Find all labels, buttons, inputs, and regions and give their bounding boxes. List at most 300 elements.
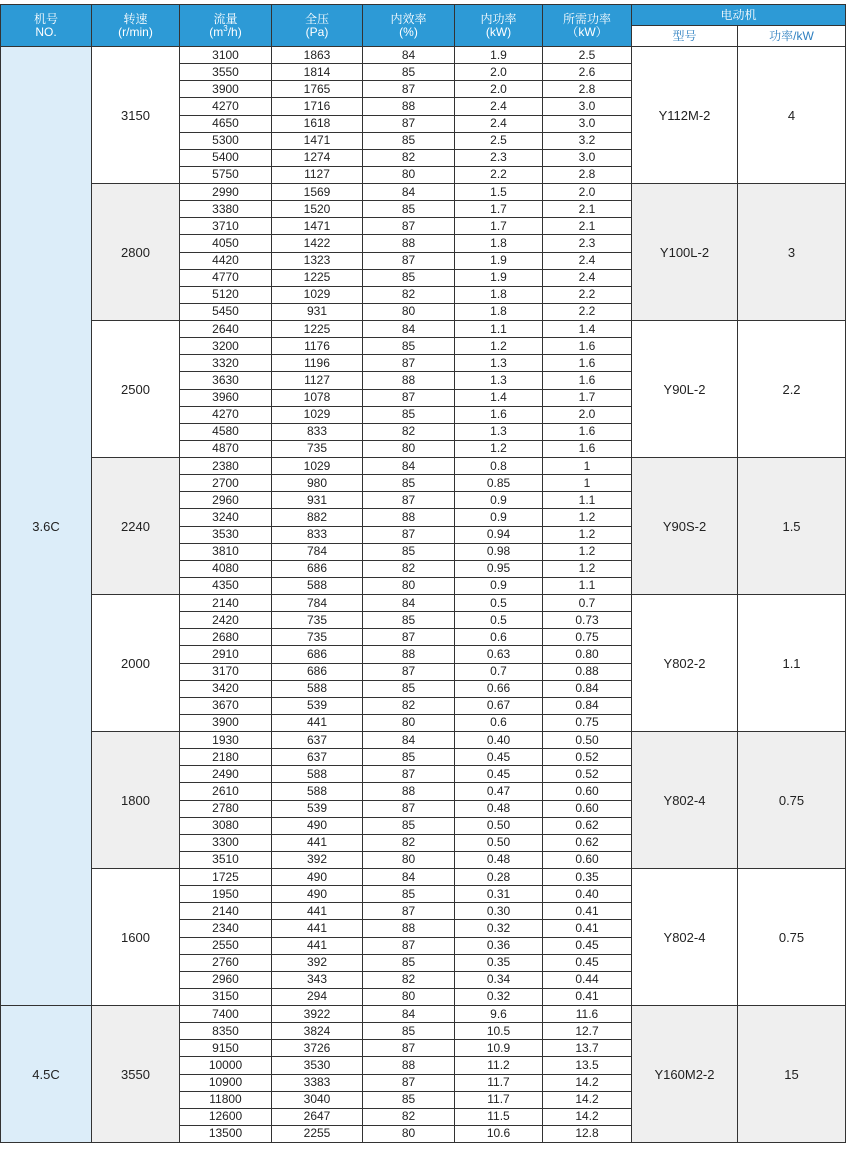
internal-power-cell: 0.32 <box>455 920 543 937</box>
internal-power-cell: 2.4 <box>455 115 543 132</box>
efficiency-cell: 88 <box>363 920 455 937</box>
efficiency-cell: 88 <box>363 235 455 252</box>
required-power-cell: 1.2 <box>543 526 632 543</box>
pressure-cell: 1029 <box>272 458 363 475</box>
efficiency-cell: 85 <box>363 406 455 423</box>
flow-cell: 3510 <box>180 851 272 868</box>
speed-cell: 1800 <box>92 732 180 869</box>
header-required-power: 所需功率 （kW） <box>543 5 632 47</box>
internal-power-cell: 0.40 <box>455 732 543 749</box>
flow-cell: 2910 <box>180 646 272 663</box>
speed-cell: 1600 <box>92 869 180 1006</box>
motor-power-cell: 2.2 <box>738 321 846 458</box>
internal-power-cell: 0.8 <box>455 458 543 475</box>
internal-power-cell: 1.6 <box>455 406 543 423</box>
pressure-cell: 441 <box>272 920 363 937</box>
required-power-cell: 3.0 <box>543 115 632 132</box>
pressure-cell: 3824 <box>272 1023 363 1040</box>
flow-cell: 13500 <box>180 1125 272 1142</box>
efficiency-cell: 87 <box>363 81 455 98</box>
flow-cell: 2550 <box>180 937 272 954</box>
internal-power-cell: 0.34 <box>455 971 543 988</box>
pressure-cell: 784 <box>272 543 363 560</box>
flow-cell: 3810 <box>180 543 272 560</box>
required-power-cell: 0.84 <box>543 697 632 714</box>
flow-cell: 9150 <box>180 1040 272 1057</box>
flow-cell: 3300 <box>180 834 272 851</box>
pressure-cell: 1078 <box>272 389 363 406</box>
pressure-cell: 490 <box>272 817 363 834</box>
pressure-cell: 1471 <box>272 132 363 149</box>
required-power-cell: 0.60 <box>543 783 632 800</box>
efficiency-cell: 87 <box>363 1074 455 1091</box>
required-power-cell: 14.2 <box>543 1074 632 1091</box>
flow-cell: 10000 <box>180 1057 272 1074</box>
flow-cell: 4770 <box>180 269 272 286</box>
required-power-cell: 0.75 <box>543 714 632 731</box>
required-power-cell: 3.0 <box>543 98 632 115</box>
efficiency-cell: 87 <box>363 252 455 269</box>
required-power-cell: 1.6 <box>543 440 632 457</box>
flow-cell: 3240 <box>180 509 272 526</box>
efficiency-cell: 85 <box>363 269 455 286</box>
required-power-cell: 2.2 <box>543 286 632 303</box>
internal-power-cell: 0.67 <box>455 697 543 714</box>
flow-cell: 3080 <box>180 817 272 834</box>
internal-power-cell: 1.4 <box>455 389 543 406</box>
pressure-cell: 1176 <box>272 338 363 355</box>
required-power-cell: 0.35 <box>543 869 632 886</box>
flow-cell: 3550 <box>180 64 272 81</box>
flow-cell: 4270 <box>180 98 272 115</box>
required-power-cell: 0.75 <box>543 629 632 646</box>
required-power-cell: 0.60 <box>543 851 632 868</box>
pressure-cell: 833 <box>272 423 363 440</box>
flow-cell: 1930 <box>180 732 272 749</box>
internal-power-cell: 1.3 <box>455 372 543 389</box>
flow-cell: 4420 <box>180 252 272 269</box>
required-power-cell: 0.73 <box>543 612 632 629</box>
efficiency-cell: 84 <box>363 184 455 201</box>
required-power-cell: 0.84 <box>543 680 632 697</box>
flow-cell: 3380 <box>180 201 272 218</box>
pressure-cell: 1225 <box>272 321 363 338</box>
flow-cell: 2490 <box>180 766 272 783</box>
required-power-cell: 3.0 <box>543 149 632 166</box>
efficiency-cell: 80 <box>363 577 455 594</box>
pressure-cell: 1422 <box>272 235 363 252</box>
required-power-cell: 2.1 <box>543 201 632 218</box>
header-internal-power: 内功率 (kW) <box>455 5 543 47</box>
pressure-cell: 588 <box>272 680 363 697</box>
internal-power-cell: 0.7 <box>455 663 543 680</box>
pressure-cell: 686 <box>272 560 363 577</box>
table-header <box>1 5 846 47</box>
pressure-cell: 2255 <box>272 1125 363 1142</box>
required-power-cell: 1.4 <box>543 321 632 338</box>
required-power-cell: 14.2 <box>543 1091 632 1108</box>
flow-cell: 4870 <box>180 440 272 457</box>
internal-power-cell: 1.2 <box>455 338 543 355</box>
flow-cell: 4580 <box>180 423 272 440</box>
flow-cell: 3670 <box>180 697 272 714</box>
required-power-cell: 14.2 <box>543 1108 632 1125</box>
pressure-cell: 490 <box>272 886 363 903</box>
internal-power-cell: 1.9 <box>455 269 543 286</box>
header-motor-power: 功率/kW <box>738 26 846 47</box>
required-power-cell: 0.41 <box>543 903 632 920</box>
required-power-cell: 2.0 <box>543 184 632 201</box>
internal-power-cell: 0.28 <box>455 869 543 886</box>
pressure-cell: 1127 <box>272 166 363 183</box>
efficiency-cell: 88 <box>363 783 455 800</box>
motor-model-cell: Y160M2-2 <box>632 1006 738 1143</box>
motor-power-cell: 1.1 <box>738 595 846 732</box>
required-power-cell: 0.45 <box>543 954 632 971</box>
pressure-cell: 637 <box>272 732 363 749</box>
internal-power-cell: 0.94 <box>455 526 543 543</box>
motor-model-cell: Y802-2 <box>632 595 738 732</box>
table-row <box>1 458 846 475</box>
required-power-cell: 0.52 <box>543 749 632 766</box>
required-power-cell: 0.41 <box>543 920 632 937</box>
required-power-cell: 0.62 <box>543 817 632 834</box>
internal-power-cell: 2.0 <box>455 64 543 81</box>
efficiency-cell: 88 <box>363 646 455 663</box>
internal-power-cell: 0.48 <box>455 800 543 817</box>
speed-cell: 2500 <box>92 321 180 458</box>
efficiency-cell: 85 <box>363 1023 455 1040</box>
flow-cell: 3320 <box>180 355 272 372</box>
efficiency-cell: 84 <box>363 1006 455 1023</box>
motor-model-cell: Y802-4 <box>632 869 738 1006</box>
pressure-cell: 1196 <box>272 355 363 372</box>
motor-model-cell: Y90S-2 <box>632 458 738 595</box>
pressure-cell: 735 <box>272 612 363 629</box>
flow-cell: 3900 <box>180 714 272 731</box>
efficiency-cell: 87 <box>363 526 455 543</box>
pressure-cell: 3530 <box>272 1057 363 1074</box>
efficiency-cell: 82 <box>363 971 455 988</box>
efficiency-cell: 85 <box>363 886 455 903</box>
internal-power-cell: 0.9 <box>455 577 543 594</box>
efficiency-cell: 80 <box>363 988 455 1005</box>
efficiency-cell: 84 <box>363 595 455 612</box>
required-power-cell: 2.4 <box>543 252 632 269</box>
flow-cell: 3100 <box>180 47 272 64</box>
internal-power-cell: 0.47 <box>455 783 543 800</box>
required-power-cell: 1 <box>543 458 632 475</box>
internal-power-cell: 0.63 <box>455 646 543 663</box>
flow-cell: 3530 <box>180 526 272 543</box>
flow-cell: 3420 <box>180 680 272 697</box>
table-row <box>1 869 846 886</box>
motor-power-cell: 1.5 <box>738 458 846 595</box>
internal-power-cell: 10.6 <box>455 1125 543 1142</box>
model-no-cell: 4.5C <box>1 1006 92 1143</box>
efficiency-cell: 88 <box>363 1057 455 1074</box>
flow-cell: 2140 <box>180 903 272 920</box>
required-power-cell: 1.1 <box>543 577 632 594</box>
internal-power-cell: 1.8 <box>455 286 543 303</box>
efficiency-cell: 87 <box>363 115 455 132</box>
internal-power-cell: 0.50 <box>455 817 543 834</box>
internal-power-cell: 11.7 <box>455 1091 543 1108</box>
pressure-cell: 294 <box>272 988 363 1005</box>
required-power-cell: 2.5 <box>543 47 632 64</box>
required-power-cell: 0.88 <box>543 663 632 680</box>
motor-model-cell: Y112M-2 <box>632 47 738 184</box>
pressure-cell: 1765 <box>272 81 363 98</box>
pressure-cell: 1814 <box>272 64 363 81</box>
flow-cell: 2380 <box>180 458 272 475</box>
internal-power-cell: 10.9 <box>455 1040 543 1057</box>
required-power-cell: 0.44 <box>543 971 632 988</box>
required-power-cell: 0.41 <box>543 988 632 1005</box>
pressure-cell: 1225 <box>272 269 363 286</box>
internal-power-cell: 1.8 <box>455 303 543 320</box>
required-power-cell: 2.0 <box>543 406 632 423</box>
required-power-cell: 1.1 <box>543 492 632 509</box>
pressure-cell: 1323 <box>272 252 363 269</box>
efficiency-cell: 85 <box>363 543 455 560</box>
fan-performance-table <box>0 4 846 1143</box>
internal-power-cell: 0.31 <box>455 886 543 903</box>
pressure-cell: 539 <box>272 800 363 817</box>
efficiency-cell: 87 <box>363 766 455 783</box>
efficiency-cell: 87 <box>363 903 455 920</box>
pressure-cell: 1029 <box>272 286 363 303</box>
pressure-cell: 1863 <box>272 47 363 64</box>
pressure-cell: 1520 <box>272 201 363 218</box>
flow-cell: 2640 <box>180 321 272 338</box>
pressure-cell: 2647 <box>272 1108 363 1125</box>
motor-model-cell: Y100L-2 <box>632 184 738 321</box>
flow-cell: 2960 <box>180 492 272 509</box>
flow-cell: 4050 <box>180 235 272 252</box>
speed-cell: 3150 <box>92 47 180 184</box>
internal-power-cell: 0.5 <box>455 612 543 629</box>
pressure-cell: 686 <box>272 646 363 663</box>
flow-cell: 2780 <box>180 800 272 817</box>
header-total-pressure: 全压 (Pa) <box>272 5 363 47</box>
internal-power-cell: 0.6 <box>455 629 543 646</box>
efficiency-cell: 85 <box>363 817 455 834</box>
required-power-cell: 2.8 <box>543 166 632 183</box>
flow-cell: 4650 <box>180 115 272 132</box>
speed-cell: 2000 <box>92 595 180 732</box>
internal-power-cell: 2.4 <box>455 98 543 115</box>
required-power-cell: 2.8 <box>543 81 632 98</box>
header-speed: 转速 (r/min) <box>92 5 180 47</box>
required-power-cell: 2.4 <box>543 269 632 286</box>
efficiency-cell: 82 <box>363 423 455 440</box>
motor-power-cell: 3 <box>738 184 846 321</box>
pressure-cell: 735 <box>272 629 363 646</box>
efficiency-cell: 87 <box>363 663 455 680</box>
pressure-cell: 1569 <box>272 184 363 201</box>
flow-cell: 11800 <box>180 1091 272 1108</box>
pressure-cell: 1274 <box>272 149 363 166</box>
flow-cell: 3150 <box>180 988 272 1005</box>
pressure-cell: 1029 <box>272 406 363 423</box>
efficiency-cell: 85 <box>363 64 455 81</box>
internal-power-cell: 0.9 <box>455 492 543 509</box>
efficiency-cell: 85 <box>363 1091 455 1108</box>
efficiency-cell: 87 <box>363 800 455 817</box>
pressure-cell: 784 <box>272 595 363 612</box>
table-row <box>1 184 846 201</box>
internal-power-cell: 1.8 <box>455 235 543 252</box>
efficiency-cell: 87 <box>363 218 455 235</box>
flow-cell: 2700 <box>180 475 272 492</box>
required-power-cell: 13.5 <box>543 1057 632 1074</box>
internal-power-cell: 0.6 <box>455 714 543 731</box>
efficiency-cell: 82 <box>363 1108 455 1125</box>
required-power-cell: 2.3 <box>543 235 632 252</box>
efficiency-cell: 84 <box>363 732 455 749</box>
flow-cell: 7400 <box>180 1006 272 1023</box>
efficiency-cell: 87 <box>363 629 455 646</box>
internal-power-cell: 0.98 <box>455 543 543 560</box>
efficiency-cell: 87 <box>363 492 455 509</box>
internal-power-cell: 0.45 <box>455 766 543 783</box>
internal-power-cell: 0.9 <box>455 509 543 526</box>
efficiency-cell: 82 <box>363 697 455 714</box>
efficiency-cell: 88 <box>363 509 455 526</box>
required-power-cell: 1.6 <box>543 338 632 355</box>
internal-power-cell: 1.9 <box>455 252 543 269</box>
internal-power-cell: 1.9 <box>455 47 543 64</box>
flow-cell: 2960 <box>180 971 272 988</box>
efficiency-cell: 88 <box>363 372 455 389</box>
pressure-cell: 1716 <box>272 98 363 115</box>
required-power-cell: 1.6 <box>543 423 632 440</box>
model-no-cell: 3.6C <box>1 47 92 1006</box>
flow-cell: 5750 <box>180 166 272 183</box>
efficiency-cell: 84 <box>363 321 455 338</box>
flow-cell: 2420 <box>180 612 272 629</box>
flow-cell: 8350 <box>180 1023 272 1040</box>
flow-cell: 3710 <box>180 218 272 235</box>
flow-cell: 4350 <box>180 577 272 594</box>
efficiency-cell: 85 <box>363 680 455 697</box>
flow-cell: 3630 <box>180 372 272 389</box>
internal-power-cell: 0.30 <box>455 903 543 920</box>
pressure-cell: 588 <box>272 577 363 594</box>
header-internal-efficiency: 内效率 (%) <box>363 5 455 47</box>
required-power-cell: 1 <box>543 475 632 492</box>
internal-power-cell: 11.2 <box>455 1057 543 1074</box>
speed-cell: 2800 <box>92 184 180 321</box>
required-power-cell: 3.2 <box>543 132 632 149</box>
pressure-cell: 3726 <box>272 1040 363 1057</box>
internal-power-cell: 9.6 <box>455 1006 543 1023</box>
pressure-cell: 931 <box>272 303 363 320</box>
motor-power-cell: 0.75 <box>738 732 846 869</box>
efficiency-cell: 84 <box>363 458 455 475</box>
efficiency-cell: 88 <box>363 98 455 115</box>
required-power-cell: 1.2 <box>543 560 632 577</box>
internal-power-cell: 0.32 <box>455 988 543 1005</box>
flow-cell: 2340 <box>180 920 272 937</box>
required-power-cell: 0.80 <box>543 646 632 663</box>
required-power-cell: 0.45 <box>543 937 632 954</box>
pressure-cell: 392 <box>272 851 363 868</box>
motor-model-cell: Y802-4 <box>632 732 738 869</box>
flow-cell: 2140 <box>180 595 272 612</box>
efficiency-cell: 80 <box>363 440 455 457</box>
internal-power-cell: 0.36 <box>455 937 543 954</box>
pressure-cell: 392 <box>272 954 363 971</box>
required-power-cell: 0.7 <box>543 595 632 612</box>
flow-cell: 2760 <box>180 954 272 971</box>
pressure-cell: 441 <box>272 903 363 920</box>
internal-power-cell: 0.48 <box>455 851 543 868</box>
internal-power-cell: 0.45 <box>455 749 543 766</box>
efficiency-cell: 82 <box>363 560 455 577</box>
pressure-cell: 637 <box>272 749 363 766</box>
internal-power-cell: 11.7 <box>455 1074 543 1091</box>
flow-cell: 1950 <box>180 886 272 903</box>
table-body <box>1 47 846 1143</box>
table-row <box>1 732 846 749</box>
flow-cell: 5300 <box>180 132 272 149</box>
flow-cell: 5120 <box>180 286 272 303</box>
header-model-no: 机号 NO. <box>1 5 92 47</box>
required-power-cell: 13.7 <box>543 1040 632 1057</box>
efficiency-cell: 85 <box>363 749 455 766</box>
pressure-cell: 490 <box>272 869 363 886</box>
internal-power-cell: 1.7 <box>455 218 543 235</box>
pressure-cell: 931 <box>272 492 363 509</box>
internal-power-cell: 1.3 <box>455 423 543 440</box>
required-power-cell: 12.7 <box>543 1023 632 1040</box>
required-power-cell: 11.6 <box>543 1006 632 1023</box>
required-power-cell: 2.2 <box>543 303 632 320</box>
required-power-cell: 0.62 <box>543 834 632 851</box>
efficiency-cell: 87 <box>363 937 455 954</box>
motor-model-cell: Y90L-2 <box>632 321 738 458</box>
internal-power-cell: 1.1 <box>455 321 543 338</box>
pressure-cell: 588 <box>272 766 363 783</box>
required-power-cell: 0.60 <box>543 800 632 817</box>
efficiency-cell: 85 <box>363 475 455 492</box>
internal-power-cell: 2.3 <box>455 149 543 166</box>
required-power-cell: 12.8 <box>543 1125 632 1142</box>
pressure-cell: 1471 <box>272 218 363 235</box>
internal-power-cell: 0.95 <box>455 560 543 577</box>
efficiency-cell: 82 <box>363 834 455 851</box>
speed-cell: 3550 <box>92 1006 180 1143</box>
flow-cell: 3200 <box>180 338 272 355</box>
motor-power-cell: 0.75 <box>738 869 846 1006</box>
flow-cell: 3900 <box>180 81 272 98</box>
efficiency-cell: 80 <box>363 851 455 868</box>
required-power-cell: 1.6 <box>543 355 632 372</box>
efficiency-cell: 85 <box>363 338 455 355</box>
motor-power-cell: 4 <box>738 47 846 184</box>
pressure-cell: 686 <box>272 663 363 680</box>
efficiency-cell: 85 <box>363 954 455 971</box>
flow-cell: 10900 <box>180 1074 272 1091</box>
efficiency-cell: 80 <box>363 714 455 731</box>
flow-cell: 12600 <box>180 1108 272 1125</box>
internal-power-cell: 0.85 <box>455 475 543 492</box>
pressure-cell: 588 <box>272 783 363 800</box>
flow-cell: 2990 <box>180 184 272 201</box>
internal-power-cell: 0.35 <box>455 954 543 971</box>
